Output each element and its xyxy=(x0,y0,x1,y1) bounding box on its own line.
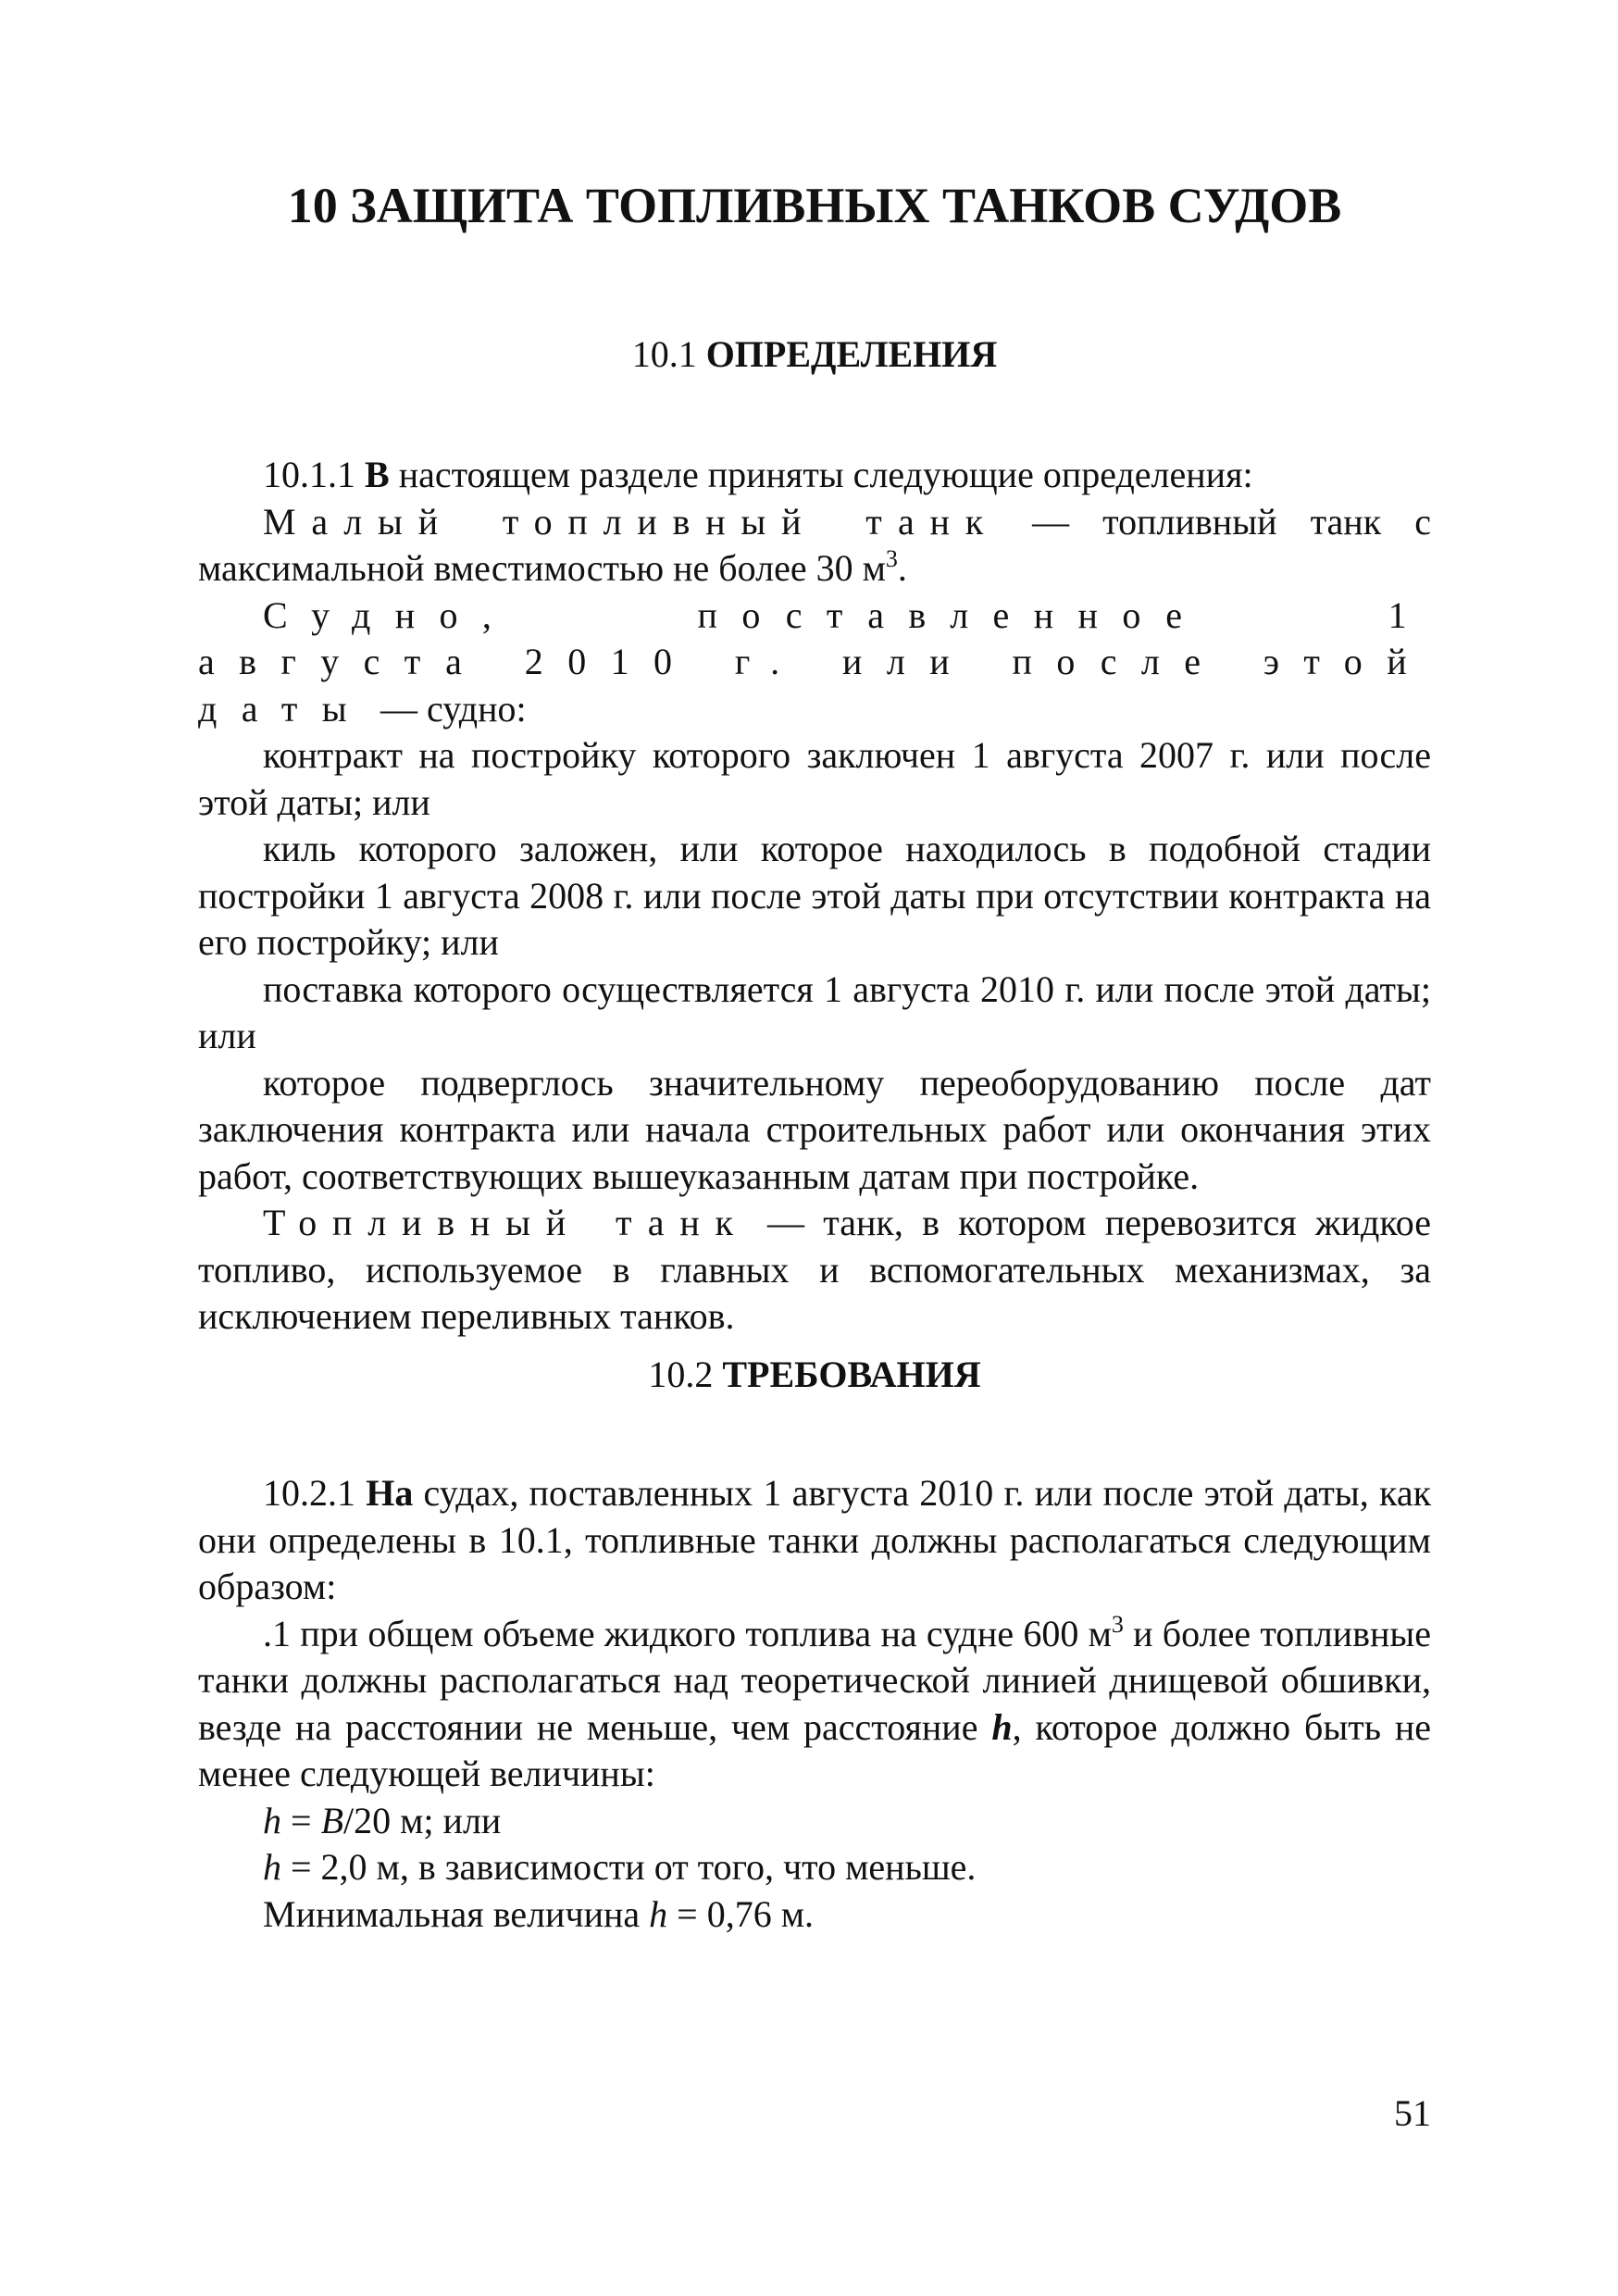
item-text: , которое должно быть не менее следующей величины: xyxy=(198,1705,1432,1794)
list-item: киль которого заложен, или которое находилось в подобной стадии постройки 1 августа 2008 г. или после этой даты при отсутствии контракта на его постройку; или xyxy=(198,828,1431,963)
definitions-block xyxy=(198,452,1431,1341)
clause-number: 10.2.1 xyxy=(263,1472,355,1514)
clause-text: судах, поставленных 1 августа 2010 г. или после этой даты, как они определены в 10.1, топливные танки должны располагаться следующим образом: xyxy=(198,1472,1432,1607)
definition-fuel-tank xyxy=(198,1200,1431,1341)
paragraph-10-2-1 xyxy=(198,1470,1431,1611)
formula-2 xyxy=(198,1844,1431,1891)
variable-b: B xyxy=(320,1799,343,1841)
section-title-requirements xyxy=(198,1352,1431,1398)
superscript: 3 xyxy=(1111,1610,1124,1638)
item-text: .1 при общем объеме жидкого топлива на судне 600 м xyxy=(263,1612,1112,1654)
minimum-text: Минимальная величина xyxy=(263,1892,650,1935)
requirement-item-1 xyxy=(198,1611,1431,1798)
clause-text: настоящем разделе приняты следующие определения: xyxy=(389,454,1253,495)
definition-term: Топливный танк xyxy=(263,1202,749,1243)
definition-ship-delivered xyxy=(198,593,1431,733)
minimum-value-text: = 0,76 м. xyxy=(667,1892,815,1935)
list-item: поставка которого осуществляется 1 августа 2010 г. или после этой даты; или xyxy=(198,967,1431,1056)
section-name: ОПРЕДЕЛЕНИЯ xyxy=(705,333,998,375)
equals-sign: = xyxy=(281,1799,321,1841)
page-number: 51 xyxy=(1394,2092,1431,2134)
section-number: 10.2 xyxy=(648,1354,714,1395)
definition-term: Малый топливный танк xyxy=(263,500,999,543)
definition-text: — танк, в котором перевозится жидкое топливо, используемое в главных и вспомогательных механизмах, за исключением переливных танков. xyxy=(198,1202,1431,1337)
section-number: 10.1 xyxy=(631,333,697,375)
list-item: контракт на постройку которого заключен 1 августа 2007 г. или после этой даты; или xyxy=(198,734,1431,823)
formula-text: = 2,0 м, в зависимости от того, что меньше. xyxy=(281,1846,977,1888)
document-page xyxy=(198,0,1431,2296)
section-title-definitions xyxy=(198,331,1431,378)
variable-h: h xyxy=(991,1705,1013,1748)
requirements-block xyxy=(198,1470,1431,1938)
formula-1 xyxy=(198,1798,1431,1845)
clause-number: 10.1.1 xyxy=(263,454,355,495)
chapter-title: 10 ЗАЩИТА ТОПЛИВНЫХ ТАНКОВ СУДОВ xyxy=(287,178,1342,233)
clause-lead-word: На xyxy=(366,1472,414,1514)
variable-h: h xyxy=(263,1846,281,1888)
item-text: и более топливные танки должны располагаться над теоретической линией днищевой обшивки, везде на расстоянии не меньше, чем расстояние xyxy=(198,1612,1431,1748)
minimum-value xyxy=(198,1891,1431,1939)
definition-small-fuel-tank xyxy=(198,499,1431,593)
list-item: которое подверглось значительному переоборудованию после дат заключения контракта или начала строительных работ или окончания этих работ, соответствующих вышеуказанным датам при постройке. xyxy=(198,1061,1431,1197)
paragraph-10-1-1 xyxy=(198,452,1431,499)
definition-term: Судно, поставленное 1 августа 2010 г. или после этой даты xyxy=(198,593,1431,730)
clause-lead-word: В xyxy=(365,454,390,495)
definition-text: — топливный танк с максимальной вместимостью не более 30 м xyxy=(198,500,1431,589)
variable-h: h xyxy=(263,1799,281,1841)
superscript: 3 xyxy=(885,545,898,572)
section-name: ТРЕБОВАНИЯ xyxy=(722,1354,981,1395)
variable-h: h xyxy=(649,1892,668,1935)
formula-text: /20 м; или xyxy=(343,1799,502,1841)
definition-text: — судно: xyxy=(371,687,527,730)
definition-text-end: . xyxy=(897,547,907,589)
